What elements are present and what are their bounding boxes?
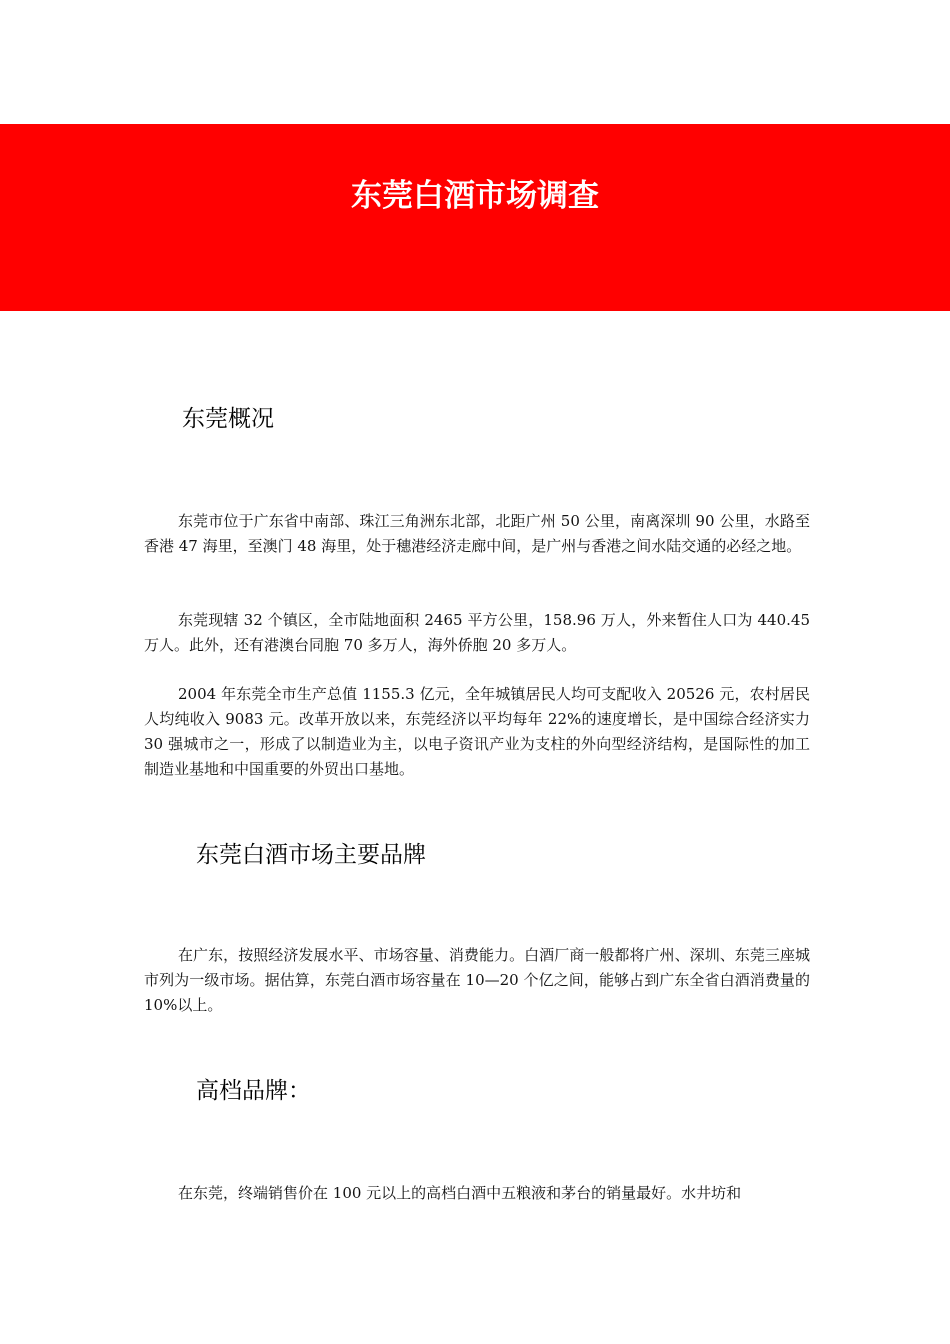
overview-paragraph-economy: 2004 年东莞全市生产总值 1155.3 亿元，全年城镇居民人均可支配收入 20526 元，农村居民人均纯收入 9083 元。改革开放以来，东莞经济以平均每年 22%的速度增长，是中国综合经济实力 30 强城市之一，形成了以制造业为主，以电子资讯产业为支柱的外向型经济结构，是国际性的加工制造业基地和中国重要的外贸出口基地。 xyxy=(144,685,810,778)
overview-paragraph-population: 东莞现辖 32 个镇区，全市陆地面积 2465 平方公里，158.96 万人，外来暂住人口为 440.45 万人。此外，还有港澳台同胞 70 多万人，海外侨胞 20 多万人。 xyxy=(144,611,810,654)
document-title: 东莞白酒市场调查 xyxy=(351,178,599,214)
title-banner xyxy=(0,124,950,311)
section-heading-main-brands: 东莞白酒市场主要品牌 xyxy=(196,842,426,868)
premium-paragraph: 在东莞，终端销售价在 100 元以上的高档白酒中五粮液和茅台的销量最好。水井坊和 xyxy=(178,1184,742,1202)
overview-paragraph-location: 东莞市位于广东省中南部、珠江三角洲东北部，北距广州 50 公里，南离深圳 90 公里，水路至香港 47 海里，至澳门 48 海里，处于穗港经济走廊中间，是广州与香港之间水陆交通的必经之地。 xyxy=(144,512,810,555)
section-heading-overview: 东莞概况 xyxy=(182,406,274,432)
brands-paragraph-market: 在广东，按照经济发展水平、市场容量、消费能力。白酒厂商一般都将广州、深圳、东莞三座城市列为一级市场。据估算，东莞白酒市场容量在 10—20 个亿之间，能够占到广东全省白酒消费量的 10%以上。 xyxy=(144,946,810,1014)
section-heading-premium-brands: 高档品牌： xyxy=(196,1078,311,1104)
